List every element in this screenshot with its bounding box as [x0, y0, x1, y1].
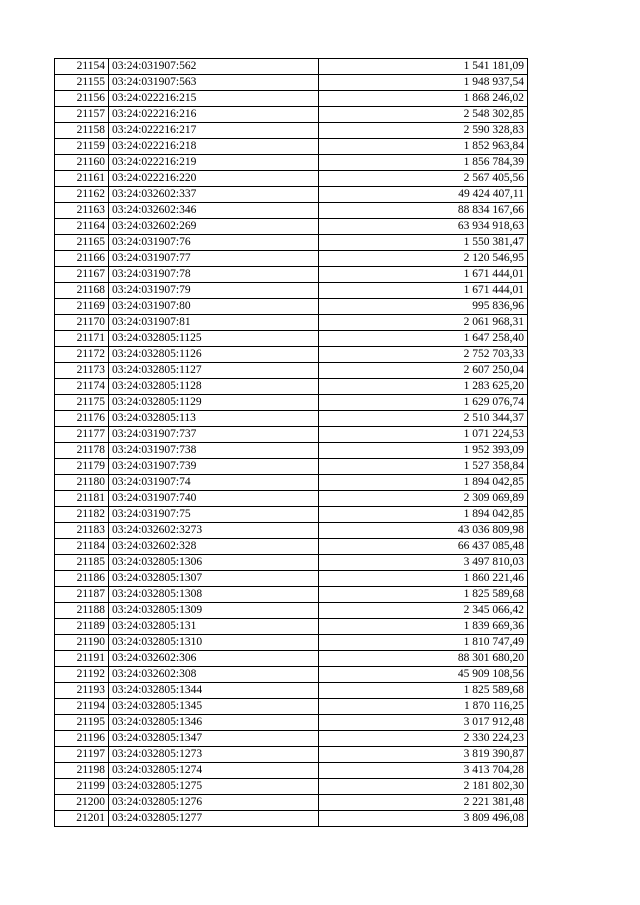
table-row — [55, 219, 528, 235]
cadastral-number-cell: 03:24:022216:220 — [109, 171, 319, 187]
table-row — [55, 235, 528, 251]
cadastral-value-cell: 1 283 625,20 — [319, 379, 528, 395]
cadastral-value-cell: 2 221 381,48 — [319, 795, 528, 811]
row-number-cell: 21177 — [55, 427, 109, 443]
row-number-cell: 21174 — [55, 379, 109, 395]
row-number-cell: 21187 — [55, 587, 109, 603]
cadastral-value-cell: 1 894 042,85 — [319, 475, 528, 491]
row-number-cell: 21188 — [55, 603, 109, 619]
row-number-cell: 21183 — [55, 523, 109, 539]
row-number-cell: 21165 — [55, 235, 109, 251]
cadastral-number-cell: 03:24:031907:81 — [109, 315, 319, 331]
cadastral-value-cell: 1 839 669,36 — [319, 619, 528, 635]
cadastral-number-cell: 03:24:032602:346 — [109, 203, 319, 219]
cadastral-value-cell: 995 836,96 — [319, 299, 528, 315]
cadastral-value-cell: 2 590 328,83 — [319, 123, 528, 139]
table-row — [55, 555, 528, 571]
row-number-cell: 21197 — [55, 747, 109, 763]
row-number-cell: 21157 — [55, 107, 109, 123]
table-row — [55, 619, 528, 635]
cadastral-number-cell: 03:24:032805:1345 — [109, 699, 319, 715]
table-row — [55, 155, 528, 171]
cadastral-value-cell: 66 437 085,48 — [319, 539, 528, 555]
table-row — [55, 699, 528, 715]
row-number-cell: 21173 — [55, 363, 109, 379]
row-number-cell: 21199 — [55, 779, 109, 795]
cadastral-number-cell: 03:24:032602:337 — [109, 187, 319, 203]
cadastral-number-cell: 03:24:022216:217 — [109, 123, 319, 139]
table-row — [55, 267, 528, 283]
table-row — [55, 75, 528, 91]
row-number-cell: 21198 — [55, 763, 109, 779]
table-row — [55, 715, 528, 731]
table-row — [55, 539, 528, 555]
cadastral-number-cell: 03:24:031907:80 — [109, 299, 319, 315]
table-row — [55, 635, 528, 651]
table-row — [55, 683, 528, 699]
row-number-cell: 21175 — [55, 395, 109, 411]
cadastral-number-cell: 03:24:031907:78 — [109, 267, 319, 283]
cadastral-value-cell: 3 809 496,08 — [319, 811, 528, 827]
table-row — [55, 747, 528, 763]
cadastral-number-cell: 03:24:032805:1129 — [109, 395, 319, 411]
cadastral-value-cell: 43 036 809,98 — [319, 523, 528, 539]
table-row — [55, 331, 528, 347]
cadastral-value-cell: 2 309 069,89 — [319, 491, 528, 507]
table-row — [55, 651, 528, 667]
cadastral-value-cell: 88 301 680,20 — [319, 651, 528, 667]
table-row — [55, 587, 528, 603]
row-number-cell: 21169 — [55, 299, 109, 315]
row-number-cell: 21171 — [55, 331, 109, 347]
cadastral-number-cell: 03:24:032805:1344 — [109, 683, 319, 699]
cadastral-value-cell: 1 629 076,74 — [319, 395, 528, 411]
cadastral-value-cell: 63 934 918,63 — [319, 219, 528, 235]
cadastral-number-cell: 03:24:031907:79 — [109, 283, 319, 299]
table-row — [55, 395, 528, 411]
table-row — [55, 139, 528, 155]
cadastral-value-cell: 3 819 390,87 — [319, 747, 528, 763]
cadastral-number-cell: 03:24:031907:738 — [109, 443, 319, 459]
row-number-cell: 21181 — [55, 491, 109, 507]
cadastral-number-cell: 03:24:032805:1346 — [109, 715, 319, 731]
cadastral-value-cell: 1 550 381,47 — [319, 235, 528, 251]
row-number-cell: 21200 — [55, 795, 109, 811]
row-number-cell: 21167 — [55, 267, 109, 283]
cadastral-number-cell: 03:24:022216:218 — [109, 139, 319, 155]
row-number-cell: 21184 — [55, 539, 109, 555]
cadastral-number-cell: 03:24:032805:1127 — [109, 363, 319, 379]
table-row — [55, 731, 528, 747]
row-number-cell: 21154 — [55, 59, 109, 75]
cadastral-number-cell: 03:24:032805:1128 — [109, 379, 319, 395]
cadastral-value-cell: 2 752 703,33 — [319, 347, 528, 363]
table-row — [55, 475, 528, 491]
table-row — [55, 107, 528, 123]
table-row — [55, 299, 528, 315]
row-number-cell: 21194 — [55, 699, 109, 715]
cadastral-value-cell: 1 810 747,49 — [319, 635, 528, 651]
table-row — [55, 91, 528, 107]
row-number-cell: 21170 — [55, 315, 109, 331]
cadastral-value-cell: 1 868 246,02 — [319, 91, 528, 107]
cadastral-number-cell: 03:24:031907:76 — [109, 235, 319, 251]
row-number-cell: 21160 — [55, 155, 109, 171]
cadastral-number-cell: 03:24:032805:1309 — [109, 603, 319, 619]
cadastral-number-cell: 03:24:032602:308 — [109, 667, 319, 683]
table-row — [55, 283, 528, 299]
cadastral-number-cell: 03:24:032805:1307 — [109, 571, 319, 587]
cadastral-value-cell: 1 071 224,53 — [319, 427, 528, 443]
row-number-cell: 21155 — [55, 75, 109, 91]
row-number-cell: 21163 — [55, 203, 109, 219]
cadastral-number-cell: 03:24:032805:1275 — [109, 779, 319, 795]
cadastral-number-cell: 03:24:032602:3273 — [109, 523, 319, 539]
cadastral-value-cell: 2 607 250,04 — [319, 363, 528, 379]
cadastral-value-cell: 1 948 937,54 — [319, 75, 528, 91]
cadastral-value-cell: 1 671 444,01 — [319, 283, 528, 299]
table-row — [55, 795, 528, 811]
cadastral-value-cell: 49 424 407,11 — [319, 187, 528, 203]
cadastral-number-cell: 03:24:022216:219 — [109, 155, 319, 171]
cadastral-number-cell: 03:24:032805:1274 — [109, 763, 319, 779]
row-number-cell: 21172 — [55, 347, 109, 363]
cadastral-value-cell: 2 548 302,85 — [319, 107, 528, 123]
row-number-cell: 21176 — [55, 411, 109, 427]
row-number-cell: 21179 — [55, 459, 109, 475]
cadastral-number-cell: 03:24:031907:563 — [109, 75, 319, 91]
cadastral-number-cell: 03:24:032602:269 — [109, 219, 319, 235]
table-row — [55, 523, 528, 539]
row-number-cell: 21196 — [55, 731, 109, 747]
row-number-cell: 21186 — [55, 571, 109, 587]
table-row — [55, 203, 528, 219]
cadastral-value-cell: 3 017 912,48 — [319, 715, 528, 731]
row-number-cell: 21192 — [55, 667, 109, 683]
row-number-cell: 21164 — [55, 219, 109, 235]
cadastral-number-cell: 03:24:031907:74 — [109, 475, 319, 491]
cadastral-value-cell: 1 527 358,84 — [319, 459, 528, 475]
table-row — [55, 123, 528, 139]
table-row — [55, 363, 528, 379]
table-row — [55, 763, 528, 779]
table-row — [55, 571, 528, 587]
table-body — [55, 59, 528, 827]
cadastral-value-cell: 45 909 108,56 — [319, 667, 528, 683]
table-row — [55, 427, 528, 443]
table-row — [55, 811, 528, 827]
table-row — [55, 603, 528, 619]
cadastral-number-cell: 03:24:031907:75 — [109, 507, 319, 523]
table-row — [55, 315, 528, 331]
row-number-cell: 21162 — [55, 187, 109, 203]
cadastral-number-cell: 03:24:032805:1276 — [109, 795, 319, 811]
row-number-cell: 21191 — [55, 651, 109, 667]
cadastral-number-cell: 03:24:032602:306 — [109, 651, 319, 667]
row-number-cell: 21156 — [55, 91, 109, 107]
row-number-cell: 21185 — [55, 555, 109, 571]
table-row — [55, 379, 528, 395]
cadastral-number-cell: 03:24:032602:328 — [109, 539, 319, 555]
table-row — [55, 59, 528, 75]
row-number-cell: 21161 — [55, 171, 109, 187]
cadastral-number-cell: 03:24:031907:739 — [109, 459, 319, 475]
row-number-cell: 21166 — [55, 251, 109, 267]
cadastral-value-cell: 1 541 181,09 — [319, 59, 528, 75]
cadastral-number-cell: 03:24:032805:1308 — [109, 587, 319, 603]
cadastral-value-cell: 2 567 405,56 — [319, 171, 528, 187]
table-row — [55, 187, 528, 203]
row-number-cell: 21182 — [55, 507, 109, 523]
cadastral-number-cell: 03:24:032805:1273 — [109, 747, 319, 763]
cadastral-value-cell: 2 330 224,23 — [319, 731, 528, 747]
row-number-cell: 21190 — [55, 635, 109, 651]
cadastral-number-cell: 03:24:031907:737 — [109, 427, 319, 443]
table-row — [55, 251, 528, 267]
row-number-cell: 21180 — [55, 475, 109, 491]
cadastral-number-cell: 03:24:022216:216 — [109, 107, 319, 123]
cadastral-value-cell: 1 870 116,25 — [319, 699, 528, 715]
cadastral-number-cell: 03:24:032805:1306 — [109, 555, 319, 571]
row-number-cell: 21159 — [55, 139, 109, 155]
cadastral-number-cell: 03:24:031907:740 — [109, 491, 319, 507]
table-row — [55, 459, 528, 475]
cadastral-number-cell: 03:24:032805:1125 — [109, 331, 319, 347]
cadastral-value-cell: 2 120 546,95 — [319, 251, 528, 267]
cadastral-value-cell: 1 825 589,68 — [319, 587, 528, 603]
cadastral-value-cell: 1 894 042,85 — [319, 507, 528, 523]
cadastral-value-cell: 1 825 589,68 — [319, 683, 528, 699]
row-number-cell: 21178 — [55, 443, 109, 459]
cadastral-number-cell: 03:24:032805:1310 — [109, 635, 319, 651]
cadastral-value-cell: 2 510 344,37 — [319, 411, 528, 427]
row-number-cell: 21201 — [55, 811, 109, 827]
cadastral-value-cell: 1 671 444,01 — [319, 267, 528, 283]
table-row — [55, 443, 528, 459]
table-row — [55, 411, 528, 427]
row-number-cell: 21195 — [55, 715, 109, 731]
cadastral-number-cell: 03:24:032805:113 — [109, 411, 319, 427]
cadastral-value-cell: 3 413 704,28 — [319, 763, 528, 779]
cadastral-value-cell: 1 647 258,40 — [319, 331, 528, 347]
cadastral-value-cell: 1 952 393,09 — [319, 443, 528, 459]
cadastral-number-cell: 03:24:032805:1126 — [109, 347, 319, 363]
cadastral-value-cell: 2 061 968,31 — [319, 315, 528, 331]
row-number-cell: 21168 — [55, 283, 109, 299]
cadastral-value-cell: 3 497 810,03 — [319, 555, 528, 571]
cadastral-number-cell: 03:24:032805:1277 — [109, 811, 319, 827]
table-row — [55, 507, 528, 523]
cadastral-value-cell: 2 181 802,30 — [319, 779, 528, 795]
cadastral-value-cell: 2 345 066,42 — [319, 603, 528, 619]
cadastral-number-cell: 03:24:032805:131 — [109, 619, 319, 635]
row-number-cell: 21193 — [55, 683, 109, 699]
row-number-cell: 21158 — [55, 123, 109, 139]
cadastral-value-cell: 88 834 167,66 — [319, 203, 528, 219]
table-row — [55, 779, 528, 795]
cadastral-value-cell: 1 856 784,39 — [319, 155, 528, 171]
cadastral-number-cell: 03:24:031907:562 — [109, 59, 319, 75]
table-row — [55, 491, 528, 507]
table-row — [55, 667, 528, 683]
table-row — [55, 347, 528, 363]
cadastral-number-cell: 03:24:031907:77 — [109, 251, 319, 267]
cadastral-value-table — [54, 58, 528, 827]
cadastral-value-cell: 1 860 221,46 — [319, 571, 528, 587]
cadastral-number-cell: 03:24:032805:1347 — [109, 731, 319, 747]
cadastral-number-cell: 03:24:022216:215 — [109, 91, 319, 107]
table-row — [55, 171, 528, 187]
row-number-cell: 21189 — [55, 619, 109, 635]
cadastral-value-cell: 1 852 963,84 — [319, 139, 528, 155]
